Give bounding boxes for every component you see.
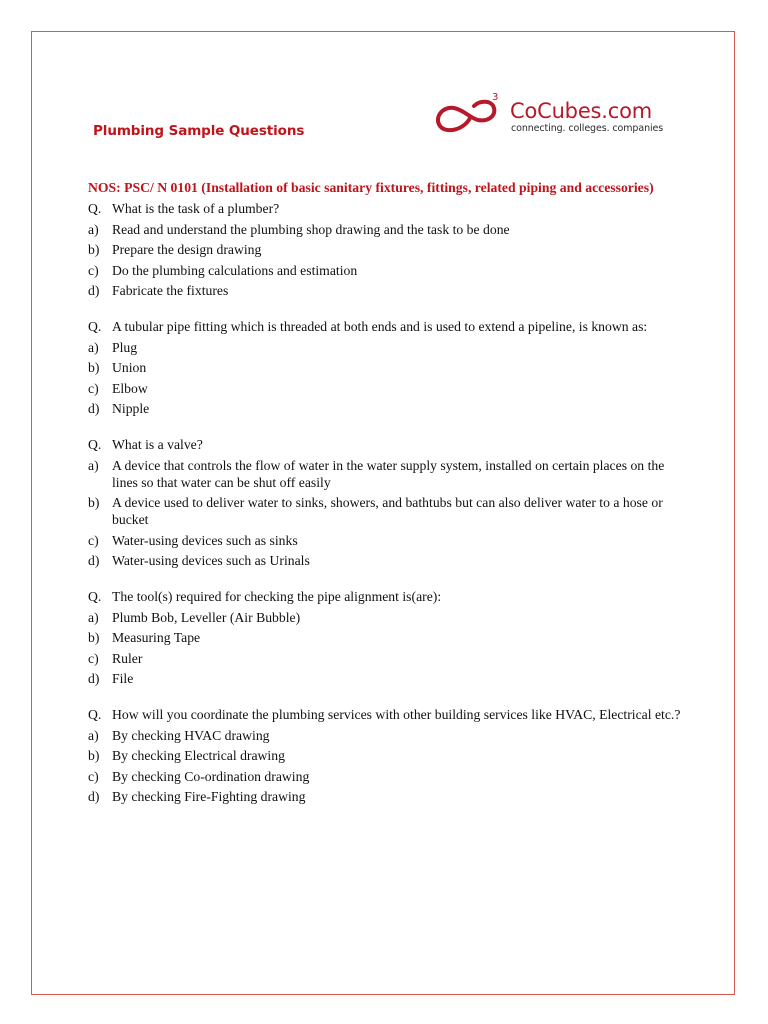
answer-option <box>88 457 688 491</box>
option-text: By checking HVAC drawing <box>112 727 270 743</box>
logo-superscript: 3 <box>492 92 499 103</box>
question-text: What is a valve? <box>112 437 203 452</box>
document-title: Plumbing Sample Questions <box>93 123 305 139</box>
question-block <box>88 706 688 805</box>
option-text: Prepare the design drawing <box>112 242 262 257</box>
question-text: The tool(s) required for checking the pipe alignment is(are): <box>112 589 442 604</box>
answer-option <box>88 359 688 376</box>
option-text: A device used to deliver water to sinks, showers, and bathtubs but can also deliver water to a hose or bucket <box>112 495 663 527</box>
option-text: By checking Co-ordination drawing <box>112 768 310 784</box>
question-block <box>88 588 688 687</box>
answer-option <box>88 532 688 549</box>
option-text: Plumb Bob, Leveller (Air Bubble) <box>112 609 301 625</box>
option-label: b) <box>88 242 100 257</box>
question-prefix: Q. <box>88 319 102 334</box>
option-label: d) <box>88 401 100 416</box>
option-label: c) <box>88 650 99 666</box>
question-prefix: Q. <box>88 201 102 216</box>
answer-option <box>88 380 688 397</box>
option-text: Read and understand the plumbing shop drawing and the task to be done <box>112 221 510 237</box>
option-label: a) <box>88 727 99 743</box>
answer-option <box>88 609 688 626</box>
answer-option <box>88 282 688 299</box>
answer-option <box>88 650 688 667</box>
option-label: c) <box>88 262 99 278</box>
option-text: Do the plumbing calculations and estimation <box>112 262 358 278</box>
question-text: How will you coordinate the plumbing services with other building services like HVAC, Electrical etc.? <box>112 707 681 722</box>
answer-option <box>88 221 688 238</box>
question-list <box>88 200 688 805</box>
option-label: b) <box>88 360 100 375</box>
answer-option <box>88 629 688 646</box>
question-prefix: Q. <box>88 707 102 722</box>
question-prefix: Q. <box>88 437 102 452</box>
option-label: b) <box>88 495 100 510</box>
option-label: d) <box>88 283 100 298</box>
answer-option <box>88 552 688 569</box>
option-label: a) <box>88 221 99 237</box>
option-text: Water-using devices such as sinks <box>112 532 298 548</box>
option-text: Union <box>112 360 147 375</box>
option-text: Water-using devices such as Urinals <box>112 553 310 568</box>
question-text: A tubular pipe fitting which is threaded at both ends and is used to extend a pipeline, is known as: <box>112 319 648 334</box>
option-label: d) <box>88 789 100 804</box>
cocubes-logo <box>430 90 680 140</box>
nos-heading: NOS: PSC/ N 0101 (Installation of basic sanitary fixtures, fittings, related piping and accessories) <box>88 180 654 195</box>
answer-option <box>88 494 688 528</box>
option-text: By checking Electrical drawing <box>112 748 285 763</box>
answer-option <box>88 262 688 279</box>
option-text: Ruler <box>112 650 143 666</box>
option-label: a) <box>88 609 99 625</box>
answer-option <box>88 241 688 258</box>
question <box>88 706 688 723</box>
answer-option <box>88 339 688 356</box>
answer-option <box>88 747 688 764</box>
answer-option <box>88 400 688 417</box>
option-label: d) <box>88 553 100 568</box>
question-prefix: Q. <box>88 589 102 604</box>
option-text: A device that controls the flow of water in the water supply system, installed on certain places on the lines so that water can be shut off easily <box>112 457 665 490</box>
question <box>88 318 688 335</box>
answer-option <box>88 768 688 785</box>
option-text: Nipple <box>112 401 150 416</box>
option-text: Measuring Tape <box>112 630 201 645</box>
answer-option <box>88 788 688 805</box>
option-label: c) <box>88 768 99 784</box>
option-label: c) <box>88 532 99 548</box>
logo-tagline: connecting. colleges. companies <box>511 123 664 134</box>
question <box>88 588 688 605</box>
option-label: c) <box>88 380 99 396</box>
answer-option <box>88 670 688 687</box>
option-text: By checking Fire-Fighting drawing <box>112 789 306 804</box>
option-text: Elbow <box>112 380 148 396</box>
logo-name: CoCubes.com <box>510 99 653 123</box>
document-body <box>88 179 688 824</box>
logo-symbol-icon <box>430 90 510 140</box>
option-text: Fabricate the fixtures <box>112 283 229 298</box>
option-label: d) <box>88 671 100 686</box>
option-label: b) <box>88 630 100 645</box>
question-text: What is the task of a plumber? <box>112 201 280 216</box>
question-block <box>88 200 688 299</box>
question <box>88 436 688 453</box>
question-block <box>88 318 688 417</box>
option-text: Plug <box>112 339 138 355</box>
answer-option <box>88 727 688 744</box>
option-label: a) <box>88 457 99 473</box>
option-label: b) <box>88 748 100 763</box>
question-block <box>88 436 688 569</box>
option-text: File <box>112 671 134 686</box>
question <box>88 200 688 217</box>
option-label: a) <box>88 339 99 355</box>
